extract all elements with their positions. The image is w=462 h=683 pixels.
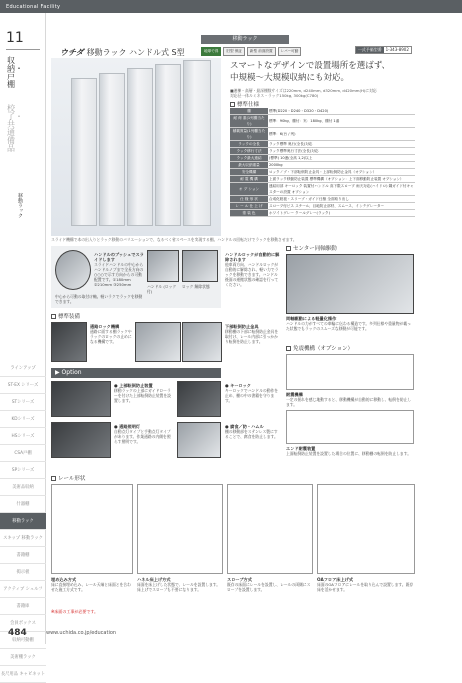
lead-line-1: スマートなデザインで設置場所を選ばず、 — [230, 61, 391, 71]
spec-row — [230, 155, 415, 162]
spec-key: ラック移行寸法 — [230, 148, 268, 155]
option-photo-1 — [51, 381, 111, 417]
badge: 新型 前面設置 — [247, 47, 276, 56]
anti-t1: 耐震機構 — [286, 392, 303, 397]
std-title-1: 通路ロック機構 — [90, 324, 120, 329]
spec-key: 耐 荷 重(1列棚当たり) — [230, 115, 268, 128]
spec-table — [230, 108, 415, 217]
footnote: ※床面の工事が必要です。 — [51, 609, 99, 614]
std-text-2 — [225, 324, 280, 344]
spec-key: ラックの全長 — [230, 141, 268, 148]
center-body: ハンドルの力がすべての車輪に伝わる構造です。多列仕様や重量物が載った状態でもラックのスムーズな移動が可能です。 — [286, 321, 411, 331]
spec-row — [230, 148, 415, 155]
spec-row — [230, 169, 415, 176]
rail-diagram-1 — [51, 484, 133, 574]
rack-unit — [127, 68, 153, 226]
opt-body-4: 棚の移動部をステンレス製にすることで、腐食を防止します。 — [225, 429, 278, 439]
spec-key: 耐 震 機 構 — [230, 176, 268, 183]
option-bullet-icon: ● — [114, 424, 120, 429]
note: ■連棟・高層・最深棚数サイズは220mm, d240mm, d320mm, d420mm(H)に対応 — [230, 88, 377, 93]
spec-row — [230, 115, 415, 128]
spec-value: 連結用部 キーロック 装置付ハンドル 高下限スロープ 雨天対応(ハイドロ) 鋼ガイド付キャスターの設置 オプション — [269, 184, 414, 195]
std-title — [51, 312, 80, 320]
opt-body-2: キーロックでハンドルの動作を止め、棚の中の書籍を守ります。 — [225, 388, 279, 403]
rail-b3: 既存の床面にレールを設置し、レールの両側にスロープを設置します。 — [227, 582, 311, 592]
option-photo-2 — [177, 381, 221, 417]
spec-value: ホワイトグレー クールグレー(ラック) — [268, 210, 415, 217]
anti-text-1 — [286, 392, 414, 407]
std-photo-3 — [182, 322, 222, 362]
spec-value: 標準：90kg、棚付：実：180kg、棚付 1番 — [268, 115, 415, 128]
product-category-tag: 移動ラック — [201, 35, 289, 44]
option-text-2 — [225, 383, 281, 403]
spec-key: 仕 様 形 状 — [230, 196, 268, 203]
sidebar-item[interactable]: STシリーズ — [0, 394, 46, 411]
sidebar-item[interactable]: ラインアップ — [0, 360, 46, 377]
std-body-1: 通路に面する棚ラックやラックのロックの止めになる機構です。 — [90, 329, 132, 344]
rack-unit — [183, 60, 211, 226]
sidebar-item[interactable]: 美術品収納 — [0, 479, 46, 496]
rack-unit — [155, 64, 181, 226]
std-photo-2 — [135, 322, 181, 362]
spec-value: 上面ラック移動防止装置 標準機構（オプション：上下面移動防止装置 オプション） — [268, 176, 415, 183]
spec-value: 合成化粧板・スリーブ・ガイド仕様 全面取り出し — [268, 196, 415, 203]
option-bullet-icon: ● — [225, 383, 231, 388]
handle-release-photo — [182, 250, 218, 282]
sidebar-item[interactable]: 書籍棚 — [0, 547, 46, 564]
spec-value: (標準) 10連(全高 1,2)以上 — [268, 155, 415, 162]
center-drive-photo — [286, 254, 414, 314]
sidebar-item[interactable]: 収納可動棚 — [0, 632, 46, 649]
spec-row — [230, 210, 415, 217]
opt-title-4: 腐食／防・ハムル — [230, 424, 264, 429]
url-link[interactable]: www.uchida.co.jp/education — [46, 630, 117, 636]
option-text-1 — [114, 383, 174, 403]
code-value: 1-343-8902 — [385, 47, 409, 52]
std-photo-1 — [51, 322, 87, 362]
sidebar — [0, 13, 46, 677]
spec-key: 安全機構 — [230, 169, 268, 176]
opt-title-2: キーロック — [230, 383, 251, 388]
category-common: 校了・共通備品 — [7, 104, 23, 153]
std-text-1 — [90, 324, 132, 344]
sidebar-item[interactable]: KDシリーズ — [0, 411, 46, 428]
sidebar-item[interactable]: 移動ラック — [0, 513, 46, 530]
handle-lock-photo — [147, 250, 179, 282]
sidebar-item[interactable]: 什器棚 — [0, 496, 46, 513]
rail-t3: スロープ方式 — [227, 577, 252, 582]
handle-title: ハンドルのプッシュでスライドします — [94, 252, 144, 262]
rail-t4: OAフロア床上げ式 — [317, 577, 354, 582]
sidebar-item[interactable]: アクティブ シェルフ — [0, 581, 46, 598]
title-text: 移動ラック ハンドル式 S型 — [86, 48, 185, 57]
option-bullet-icon: ● — [225, 424, 231, 429]
sidebar-item[interactable]: 書籍庫 — [0, 598, 46, 615]
spec-row — [230, 128, 415, 141]
divider — [6, 49, 40, 50]
top-bar — [0, 0, 462, 13]
lead-notes — [230, 88, 415, 98]
handle-photo — [55, 250, 91, 290]
rail-title-text: レール形状 — [58, 476, 86, 482]
spec-row — [230, 196, 415, 203]
option-text-3 — [114, 424, 174, 444]
main-product-image — [51, 58, 221, 236]
rail-title — [51, 474, 85, 482]
product-title — [60, 47, 185, 58]
category-storage: 収納・戸棚 — [7, 56, 23, 89]
lead-line-2: 中規模〜大規模収納にも対応。 — [230, 73, 350, 83]
rail-text-2 — [137, 577, 223, 592]
anti-diagram-2 — [286, 410, 414, 444]
badge: 旧型 保証 — [223, 47, 245, 56]
sidebar-item[interactable]: ST-EX シリーズ — [0, 377, 46, 394]
spec-row — [230, 183, 415, 196]
sidebar-item[interactable]: 会員ボックス — [0, 615, 46, 632]
opt-body-1: 移動ラックの上部にガイドローラーを付けた上部転倒防止装置を設置します。 — [114, 388, 171, 403]
spec-value: 標準：6(台 / 列) — [268, 128, 415, 141]
std-body-2: 移動棚の下部に転倒防止金具を取付け、レール内部に引っかかり転倒を防止します。 — [225, 329, 279, 344]
auto-release-text — [225, 252, 280, 287]
rail-text-1 — [51, 577, 133, 592]
square-bullet-icon — [51, 314, 56, 319]
rail-t1: 埋め込み方式 — [51, 577, 77, 582]
option-title: Option — [61, 369, 82, 376]
rail-text-4 — [317, 577, 415, 592]
std-title-2: 下部転倒防止金具 — [225, 324, 259, 329]
page-number: 484 — [8, 628, 27, 638]
sidebar-item[interactable]: SPシリーズ — [0, 462, 46, 479]
spec-value: ラック標準奥行寸法(全長)対応 — [268, 148, 415, 155]
badge: レバー可動 — [278, 47, 302, 56]
spec-row — [230, 203, 415, 210]
square-bullet-icon — [230, 102, 235, 107]
rack-unit — [71, 78, 97, 226]
spec-key: レ ー ル 仕 上 げ — [230, 203, 268, 210]
spec-row — [230, 162, 415, 169]
option-photo-4 — [177, 422, 221, 458]
option-bullet-icon: ● — [114, 383, 120, 388]
rail-diagram-3 — [227, 484, 313, 574]
topbar-text: Educational Facility — [6, 4, 61, 10]
note: 対応径一体ルミネス・ラック150kg, 300kg(C780) — [230, 93, 319, 98]
anti-text-2 — [286, 446, 414, 456]
sidebar-item[interactable]: 美術棚ラック — [0, 649, 46, 666]
anti-title — [286, 344, 353, 352]
spec-key: 積載質量(1列棚当たり) — [230, 128, 268, 141]
spec-key: 最大収納重量 — [230, 162, 268, 169]
brand-logo: ウチダ — [60, 48, 84, 57]
spec-row — [230, 108, 415, 115]
product-code-box — [355, 46, 412, 54]
spec-key: 塗 装 色 — [230, 210, 268, 217]
spec-row — [230, 176, 415, 183]
center-title — [286, 244, 337, 252]
badge: 地球で得 — [201, 47, 221, 56]
opt-title-1: 上部転倒防止装置 — [119, 383, 153, 388]
handle-label-release: ロック 解除状態 — [182, 284, 210, 289]
square-bullet-icon — [286, 246, 291, 251]
sidebar-item[interactable]: CSA戸棚 — [0, 445, 46, 462]
rail-b4: 床面のOAフロアにレールを取り込んで設置します。既存床を活かせます。 — [317, 582, 414, 592]
auto-title: ハンドルロックが自動的に解除されます — [225, 252, 280, 262]
spec-value: スロープ付ビス スチール、目地防止部材、スムース、インテグレーター — [268, 203, 415, 210]
handle-text — [94, 252, 144, 287]
spec-row — [230, 141, 415, 148]
spec-key: 棚 — [230, 108, 268, 115]
section-number: 11 — [6, 30, 24, 46]
center-subtitle: 同軸駆動による軽量化操作 — [286, 316, 337, 321]
rack-unit — [99, 73, 125, 226]
spec-value: ロックノブ・下部転倒防止金具・上部転倒防止金具（オプション） — [268, 169, 415, 176]
anti-b2: 上面転倒防止装置を設置した場合の位置に、移動棚の転倒を防止します。 — [286, 451, 411, 456]
subcategory-label: 移動ラック — [17, 193, 23, 218]
center-text — [286, 316, 414, 331]
std-title-text: 標準装備 — [58, 314, 81, 320]
sidebar-item[interactable]: 長尺用品 キャビネット — [0, 666, 46, 683]
spec-title — [230, 100, 259, 108]
rail-diagram-4 — [317, 484, 415, 574]
opt-title-3: 通路照明灯 — [119, 424, 141, 429]
auto-body: 他車両方向、ハンドルロックが自動的に解除され、軽い力でラックを移動できます。ハンドル後面の運搬状態の確認を行ってください。 — [225, 262, 279, 287]
spec-key: ラック最大連結 — [230, 155, 268, 162]
spec-key: オ プ ション — [230, 183, 268, 196]
option-bar: ▶ Option — [51, 368, 221, 378]
anti-t2: エンド耐震装置 — [286, 446, 316, 451]
handle-body: スライドハンドルの中心からハンドルノブまで全長方向の○○○で示す方向からの可動配置です。①180mm ②210mm ③250mm — [94, 262, 144, 287]
spec-value: ラック標準 奥行(全長)対応 — [268, 141, 415, 148]
center-title-text: センター同軸駆動 — [293, 246, 337, 252]
sidebar-item[interactable]: 掲示板 — [0, 564, 46, 581]
sidebar-item[interactable]: スキップ 移動ラック — [0, 530, 46, 547]
code-label: 一式予価型番 — [357, 47, 382, 52]
spec-value: 標準(D220・D240・D320・D420) — [268, 108, 415, 115]
spec-title-text: 標準仕様 — [237, 102, 260, 108]
rail-b2: 床面を床上げした状態で、レールを設置します。床上げでスロープも不要になります。 — [137, 582, 221, 592]
anti-b1: 一定の揺れを感じ地動すると、移動機構が自動的に移動し、転倒を防止します。 — [286, 397, 412, 407]
square-bullet-icon — [286, 346, 291, 351]
rail-b1: 床に直接埋め込み、レール天端と床面とを合わせた施工方式です。 — [51, 582, 131, 592]
anti-title-text: 免震機構（オプション） — [293, 346, 354, 352]
spec-value: 2000kg — [268, 162, 415, 169]
rail-text-3 — [227, 577, 313, 592]
sidebar-item[interactable]: HSシリーズ — [0, 428, 46, 445]
image-caption: スライド機構で本の出入りとラック移動のバリエーションで、なるべく省スペースを実現する棚。ハンドルの回転だけでラックを移動させます。 — [51, 237, 297, 242]
opt-body-3: 自動点灯タイプと手動点灯タイプがあります。作業通路の内側を照らす照明です。 — [114, 429, 171, 444]
option-text-4 — [225, 424, 281, 439]
square-bullet-icon — [51, 476, 56, 481]
option-photo-3 — [51, 422, 111, 458]
lead-headline — [230, 60, 415, 84]
handle-sub: 中心から可動の取付け軸。軽いラクでラックを移動できます。 — [55, 294, 143, 304]
handle-label-lock: ハンドル (ロック付) — [147, 284, 177, 294]
rail-t2: ハネル床上げ方式 — [137, 577, 171, 582]
rail-diagram-2 — [137, 484, 223, 574]
anti-diagram — [286, 354, 414, 390]
